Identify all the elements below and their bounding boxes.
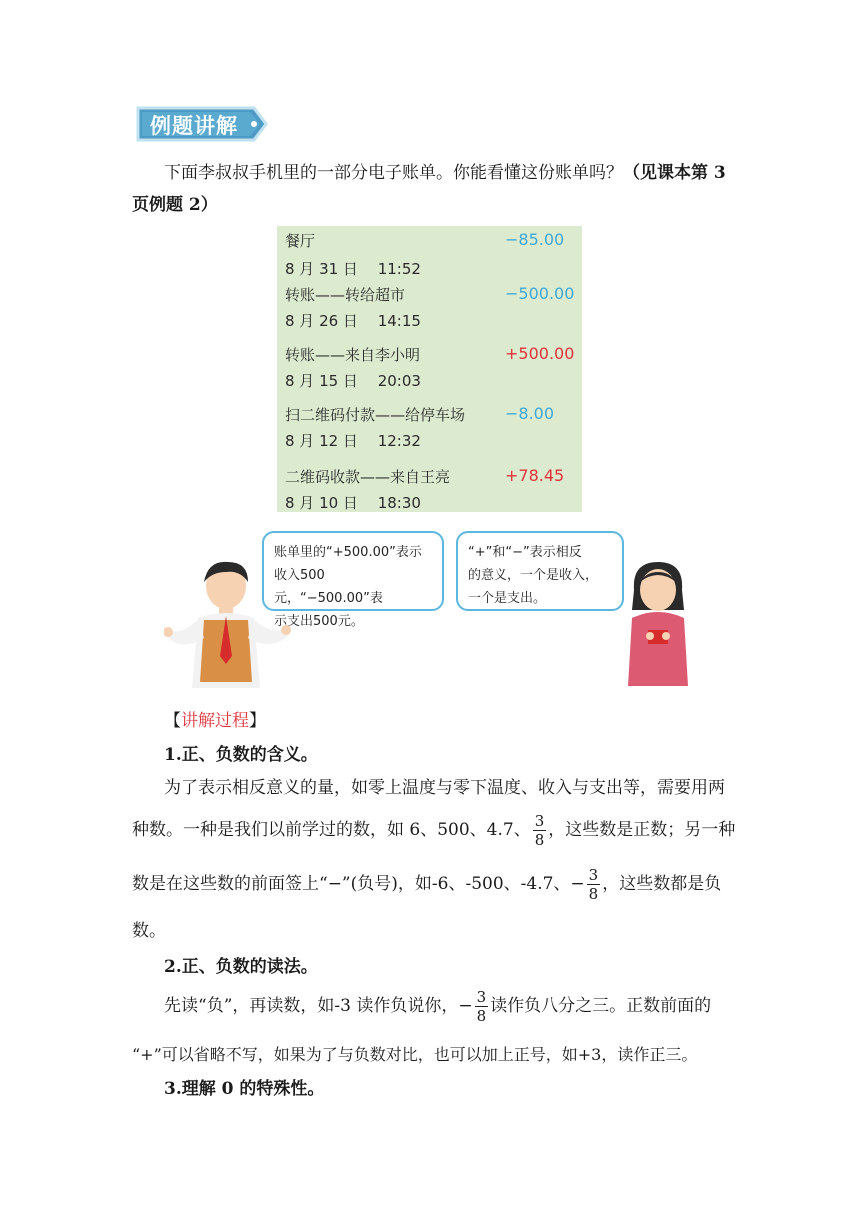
boy-bubble-line: 收入500元，“−500.00”表	[274, 568, 383, 606]
section-1-line-3b: ，这些数都是负	[602, 874, 722, 894]
bill-entry-time: 8 月 10 日 18:30	[285, 494, 421, 512]
fraction-numerator: 3	[588, 866, 599, 884]
bill-entry-amount: −500.00	[505, 284, 575, 303]
fraction-three-eighths	[587, 866, 601, 903]
section-1-line-2b: ，这些数是正数；另一种	[548, 820, 736, 840]
girl-bubble-line: 一个是支出。	[468, 591, 547, 606]
bill-entry-title: 扫二维码付款——给停车场	[285, 406, 466, 424]
process-bracket-open: 【	[164, 711, 181, 731]
bill-entry-amount: +78.45	[505, 466, 565, 485]
girl-bubble-line: 的意义，一个是收入，	[468, 568, 599, 583]
process-bracket-close: 】	[249, 711, 266, 731]
boy-speech-bubble	[262, 531, 444, 629]
section-tag-label: 例题讲解	[150, 114, 238, 138]
section-2-line-1	[164, 988, 711, 1025]
section-2-line-2: “+”可以省略不写，如果为了与负数对比，也可以加上正号，如+3，读作正三。	[132, 1045, 698, 1064]
electronic-bill	[277, 226, 582, 512]
fraction-numerator: 3	[476, 988, 487, 1006]
section-3-title: 3.理解 0 的特殊性。	[164, 1079, 325, 1099]
section-1-line-3a: 数是在这些数的前面签上“−”(负号)，如-6、-500、-4.7、−	[132, 874, 585, 894]
section-2-line-1b: 读作负八分之三。正数前面的	[490, 996, 712, 1016]
intro-line-1	[164, 158, 726, 188]
boy-bubble-line: 示支出500元。	[274, 614, 364, 629]
process-heading-label: 讲解过程	[181, 711, 249, 731]
bill-entry-time: 8 月 26 日 14:15	[285, 312, 421, 330]
fraction-three-eighths	[475, 988, 489, 1025]
intro-note-2: 页例题 2）	[132, 195, 218, 215]
bill-entry-time: 8 月 31 日 11:52	[285, 260, 421, 278]
section-tag	[136, 104, 268, 144]
girl-bubble-line: “+”和“−”表示相反	[468, 545, 582, 560]
bill-entry-title: 转账——转给超市	[285, 286, 406, 304]
girl-speech-bubble	[456, 531, 624, 611]
intro-text: 下面李叔叔手机里的一部分电子账单。你能看懂这份账单吗？	[164, 163, 623, 183]
fraction-denominator: 8	[476, 1007, 487, 1025]
section-1-line-2	[132, 812, 735, 849]
section-1-line-3	[132, 866, 721, 903]
fraction-three-eighths	[533, 812, 547, 849]
bill-entry-amount: −8.00	[505, 404, 555, 423]
fraction-denominator: 8	[534, 831, 545, 849]
bill-entry-title: 转账——来自李小明	[285, 346, 421, 364]
bill-entry-title: 二维码收款——来自王亮	[285, 468, 451, 486]
process-heading	[164, 706, 266, 736]
section-1-line-2a: 种数。一种是我们以前学过的数，如 6、500、4.7、	[132, 820, 531, 840]
section-1-line-1: 为了表示相反意义的量，如零上温度与零下温度、收入与支出等，需要用两	[164, 778, 725, 798]
intro-note-1: （见课本第 3	[623, 163, 726, 183]
fraction-numerator: 3	[534, 812, 545, 830]
section-2-title: 2.正、负数的读法。	[164, 957, 318, 977]
bill-entry-amount: +500.00	[505, 344, 575, 363]
bill-entry-title: 餐厅	[285, 232, 316, 250]
bill-entry-time: 8 月 15 日 20:03	[285, 372, 421, 390]
girl-illustration	[620, 560, 696, 690]
section-1-title: 1.正、负数的含义。	[164, 745, 318, 765]
fraction-denominator: 8	[588, 885, 599, 903]
bill-entry-amount: −85.00	[505, 230, 565, 249]
boy-bubble-line: 账单里的“+500.00”表示	[274, 545, 422, 560]
section-1-line-4: 数。	[132, 921, 166, 941]
bill-entry-time: 8 月 12 日 12:32	[285, 432, 421, 450]
section-2-line-1a: 先读“负”，再读数，如-3 读作负说你，−	[164, 996, 473, 1016]
